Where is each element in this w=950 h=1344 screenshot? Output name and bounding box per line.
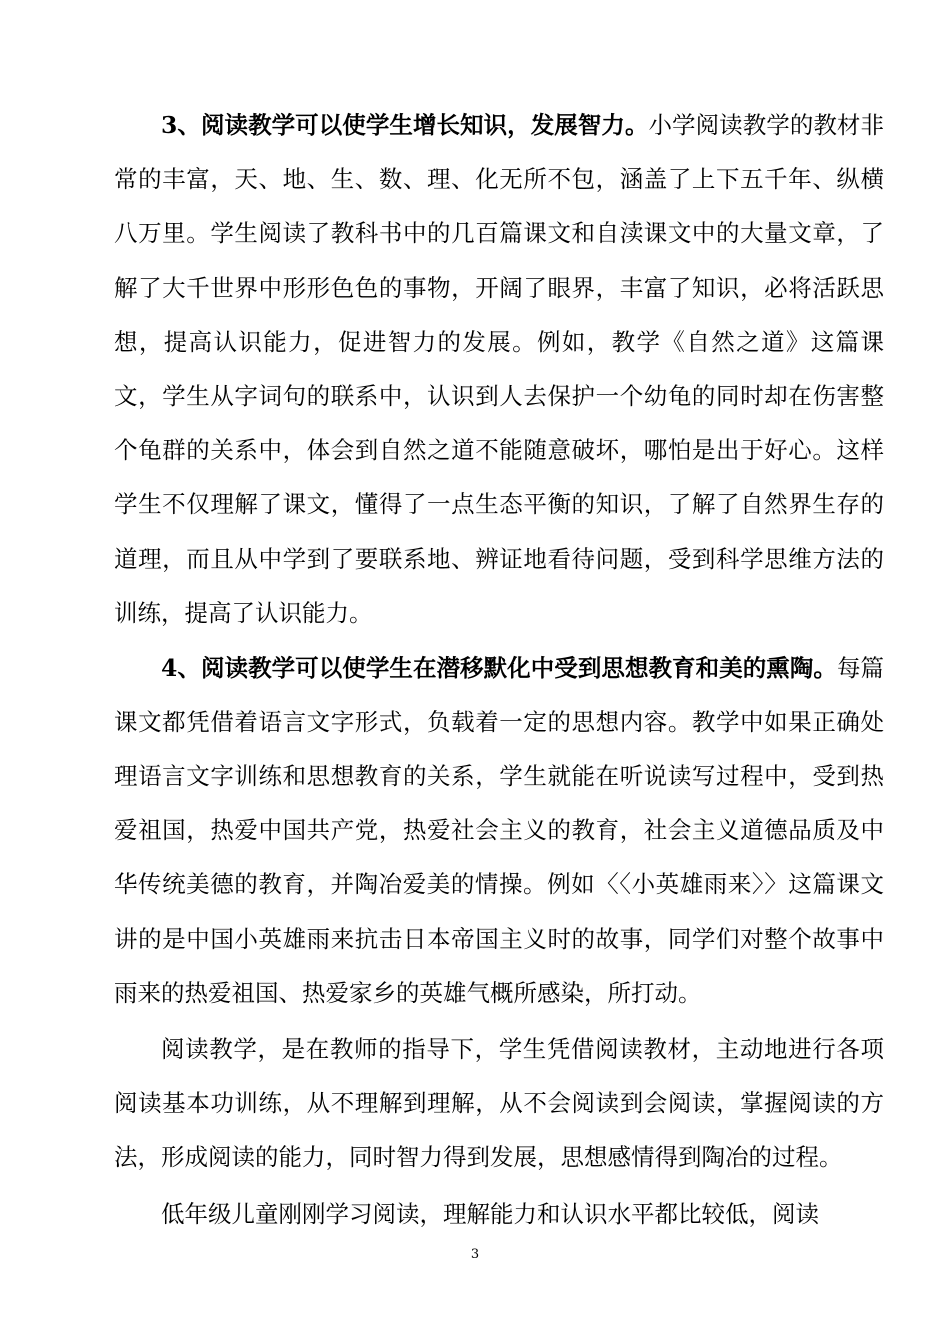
paragraph-4	[114, 1187, 884, 1241]
paragraph-2-text: 每篇课文都凭借着语言文字形式，负载着一定的思想内容。教学中如果正确处理语言文字训练和思想教育的关系，学生就能在听说读写过程中，受到热爱祖国，热爱中国共产党，热爱社会主义的教育，社会主义道德品质及中华传统美德的教育，并陶冶爱美的情操。例如〈〈小英雄雨来〉〉这篇课文讲的是中国小英雄雨来抗击日本帝国主义时的故事，同学们对整个故事中雨来的热爱祖国、热爱家乡的英雄气概所感染，所打动。	[114, 653, 884, 1007]
paragraph-1-text: 小学阅读教学的教材非常的丰富，天、地、生、数、理、化无所不包，涵盖了上下五千年、纵横八万里。学生阅读了教科书中的几百篇课文和自渎课文中的大量文章，了解了大千世界中形形色色的事物，开阔了眼界，丰富了知识，必将活跃思想，提高认识能力，促进智力的发展。例如，教学《自然之道》这篇课文，学生从字词句的联系中，认识到人去保护一个幼龟的同时却在伤害整个龟群的关系中，体会到自然之道不能随意破坏，哪怕是出于好心。这样学生不仅理解了课文，懂得了一点生态平衡的知识，了解了自然界生存的道理，而且从中学到了要联系地、辨证地看待问题，受到科学思维方法的训练，提高了认识能力。	[114, 111, 884, 627]
paragraph-1-heading: 3、阅读教学可以使学生增长知识，发展智力。	[161, 111, 649, 139]
document-body	[114, 98, 884, 1241]
paragraph-2-heading: 4、阅读教学可以使学生在潜移默化中受到思想教育和美的熏陶。	[161, 653, 837, 682]
paragraph-3	[114, 1022, 884, 1185]
paragraph-2	[114, 641, 884, 1020]
paragraph-3-text: 阅读教学，是在教师的指导下，学生凭借阅读教材，主动地进行各项阅读基本功训练，从不理解到理解，从不会阅读到会阅读，掌握阅读的方法，形成阅读的能力，同时智力得到发展，思想感情得到陶冶的过程。	[114, 1034, 884, 1172]
page-number: 3	[470, 1247, 480, 1262]
paragraph-1	[114, 98, 884, 640]
paragraph-4-text: 低年级儿童刚刚学习阅读，理解能力和认识水平都比较低，阅读	[161, 1199, 819, 1228]
